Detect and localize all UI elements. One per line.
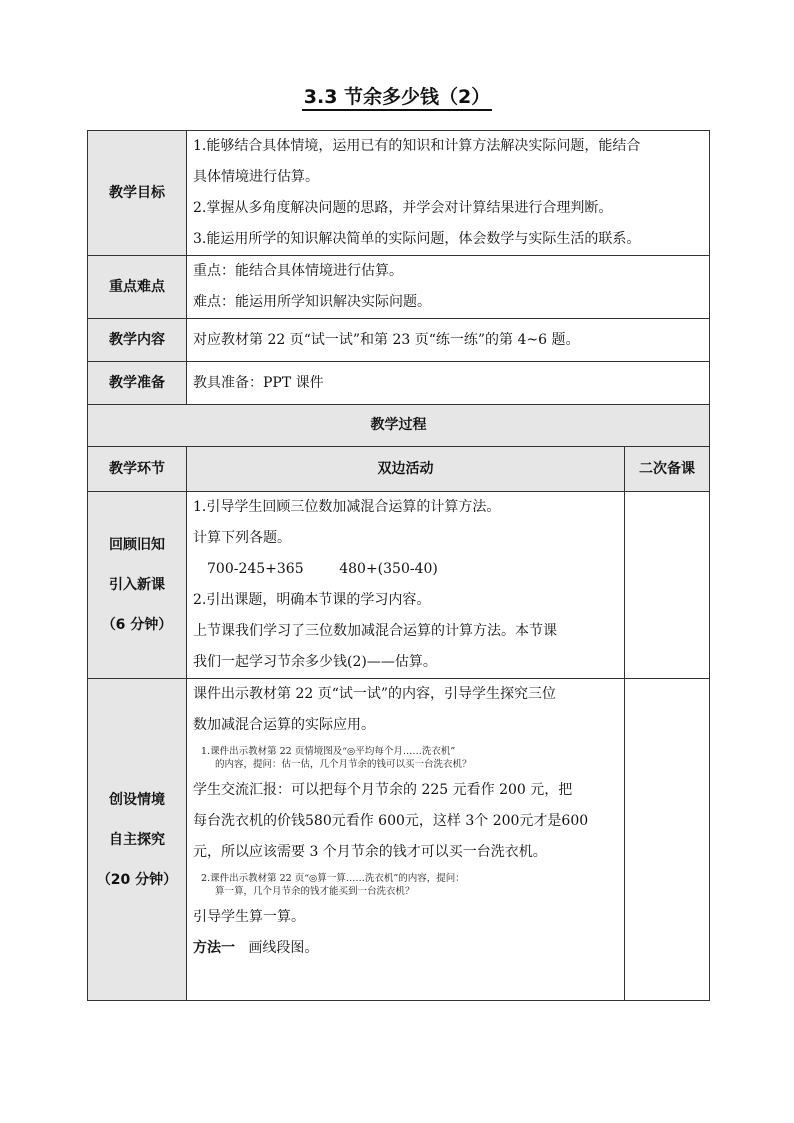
- review-label-line: 引入新课: [109, 577, 165, 593]
- keypoint-line: 难点：能运用所学知识解决实际问题。: [193, 294, 431, 310]
- explore-label-line: （20 分钟）: [96, 871, 178, 888]
- content-text: 对应教材第 22 页“试一试”和第 23 页“练一练”的第 4~6 题。: [187, 319, 710, 362]
- row-process-header: [88, 405, 710, 447]
- label-content: 教学内容: [88, 319, 187, 362]
- goals-line: 2.掌握从多角度解决问题的思路，并学会对计算结果进行合理判断。: [193, 200, 613, 216]
- courseware-note-1: [193, 741, 618, 775]
- label-explore: [88, 679, 187, 1001]
- keypoints-content: [187, 256, 710, 319]
- row-review: [88, 492, 710, 679]
- row-prep: [88, 362, 710, 405]
- row-column-headers: [88, 447, 710, 492]
- col-header-activity: 双边活动: [187, 447, 625, 492]
- explore-revision-cell: [625, 679, 710, 1001]
- review-line: 1.引导学生回顾三位数加减混合运算的计算方法。: [193, 499, 501, 515]
- label-prep: 教学准备: [88, 362, 187, 405]
- col-header-stage: 教学环节: [88, 447, 187, 492]
- keypoint-line: 重点：能结合具体情境进行估算。: [193, 263, 403, 279]
- label-goals: 教学目标: [88, 131, 187, 256]
- courseware-note-2: [193, 868, 618, 902]
- explore-content: [187, 679, 625, 1001]
- lesson-plan-table: [87, 130, 710, 1001]
- review-content: [187, 492, 625, 679]
- goals-line: 具体情境进行估算。: [193, 169, 319, 185]
- page-title: 3.3 节余多少钱（2）: [0, 82, 794, 109]
- explore-label-line: 自主探究: [109, 831, 165, 848]
- label-review: [88, 492, 187, 679]
- explore-intro-line: 课件出示教材第 22 页“试一试”的内容，引导学生探究三位: [193, 686, 557, 702]
- note-line: 2.课件出示教材第 22 页“◎算一算……洗衣机”的内容，提问：: [201, 873, 465, 884]
- review-expressions: 700-245+365 480+(350-40): [207, 561, 438, 577]
- note-line: 的内容，提问：估一估，几个月节余的钱可以买一台洗衣机？: [215, 759, 472, 770]
- method-text: 画线段图。: [248, 940, 319, 956]
- review-line: 2.引出课题，明确本节课的学习内容。: [193, 592, 431, 608]
- explore-label-line: 创设情境: [109, 791, 165, 808]
- process-header: 教学过程: [88, 405, 710, 447]
- review-label-line: （6 分钟）: [101, 617, 173, 633]
- col-header-revision: 二次备课: [625, 447, 710, 492]
- review-line: 我们一起学习节余多少钱(2)——估算。: [193, 654, 437, 670]
- method-label: 方法一: [193, 940, 235, 956]
- row-goals: [88, 131, 710, 256]
- review-line: 上节课我们学习了三位数加减混合运算的计算方法。本节课: [193, 623, 557, 639]
- explore-intro-line: 数加减混合运算的实际应用。: [193, 717, 375, 733]
- label-keypoints: 重点难点: [88, 256, 187, 319]
- review-line: 计算下列各题。: [193, 530, 291, 546]
- goals-line: 1.能够结合具体情境，运用已有的知识和计算方法解决实际问题，能结合: [193, 138, 641, 154]
- goals-content: [187, 131, 710, 256]
- row-content: [88, 319, 710, 362]
- report-line: 学生交流汇报：可以把每个月节余的 225 元看作 200 元，把: [193, 782, 573, 798]
- row-explore: [88, 679, 710, 1001]
- review-label-line: 回顾旧知: [109, 537, 165, 553]
- review-revision-cell: [625, 492, 710, 679]
- report-line: 每台洗衣机的价钱580元看作 600元，这样 3个 200元才是600: [193, 813, 589, 829]
- prep-text: 教具准备：PPT 课件: [187, 362, 710, 405]
- row-keypoints: [88, 256, 710, 319]
- goals-line: 3.能运用所学的知识解决简单的实际问题，体会数学与实际生活的联系。: [193, 231, 641, 247]
- note-line: 1.课件出示教材第 22 页情境图及“◎平均每个月……洗衣机”: [201, 746, 456, 757]
- guide-line: 引导学生算一算。: [193, 909, 305, 925]
- report-line: 元，所以应该需要 3 个月节余的钱才可以买一台洗衣机。: [193, 844, 547, 860]
- method-line: [193, 933, 618, 964]
- note-line: 算一算，几个月节余的钱才能买到一台洗衣机？: [215, 886, 415, 897]
